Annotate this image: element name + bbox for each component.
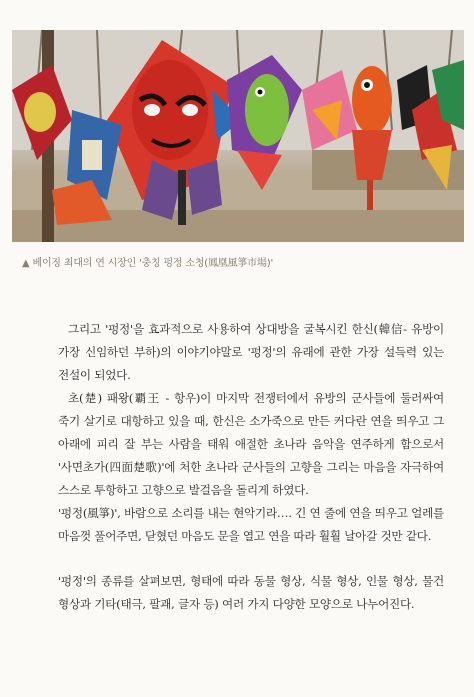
- paragraph-4: '펑정'의 종류를 살펴보면, 형태에 따라 동물 형상, 식물 형상, 인물 형상, 물건 형상과 기타(태극, 팔괘, 글자 등) 여러 가지 다양한 모양으로 나누어진다.: [58, 574, 444, 611]
- caption-text: 베이징 최대의 연 시장인 '충칭 펑정 소청(鳳凰風箏市場)': [32, 258, 274, 269]
- paragraph-2: 초(楚) 패왕(覇王 - 항우)이 마지막 전쟁터에서 유방의 군사들에 둘러싸여 죽기 살기로 대항하고 있을 때, 한신은 소가죽으로 만든 커다란 연을 띄우고 그 아래에 피리 잘 부는 사람을 태워 애절한 초나라 음악을 연주하게 함으로서 '사면초가(四面楚歌)'에 처한 초나라 군사들의 고향을 그리는 마음을 자극하여 스스로 투항하고 고향으로 발걸음을 돌리게 하였다.: [58, 391, 444, 497]
- kite-market-illustration: [12, 30, 464, 242]
- body-text: [58, 318, 444, 616]
- paragraph-1: 그리고 '펑정'을 효과적으로 사용하여 상대방을 굴복시킨 한신(韓信- 유방이 가장 신임하던 부하)의 이야기야말로 '펑정'의 유래에 관한 가장 설득력 있는 전설이 되었다.: [58, 322, 444, 382]
- kite-market-photo: [12, 30, 464, 242]
- caption-triangle-icon: ▲: [22, 258, 30, 269]
- photo-caption: [22, 254, 462, 269]
- paragraph-3: '펑정(風箏)', 바람으로 소리를 내는 현악기라…. 긴 연 줄에 연을 띄우고 얼레를 마음껏 풀어주면, 닫혔던 마음도 문을 열고 연을 따라 훨훨 날아갈 것만 같다.: [58, 506, 444, 543]
